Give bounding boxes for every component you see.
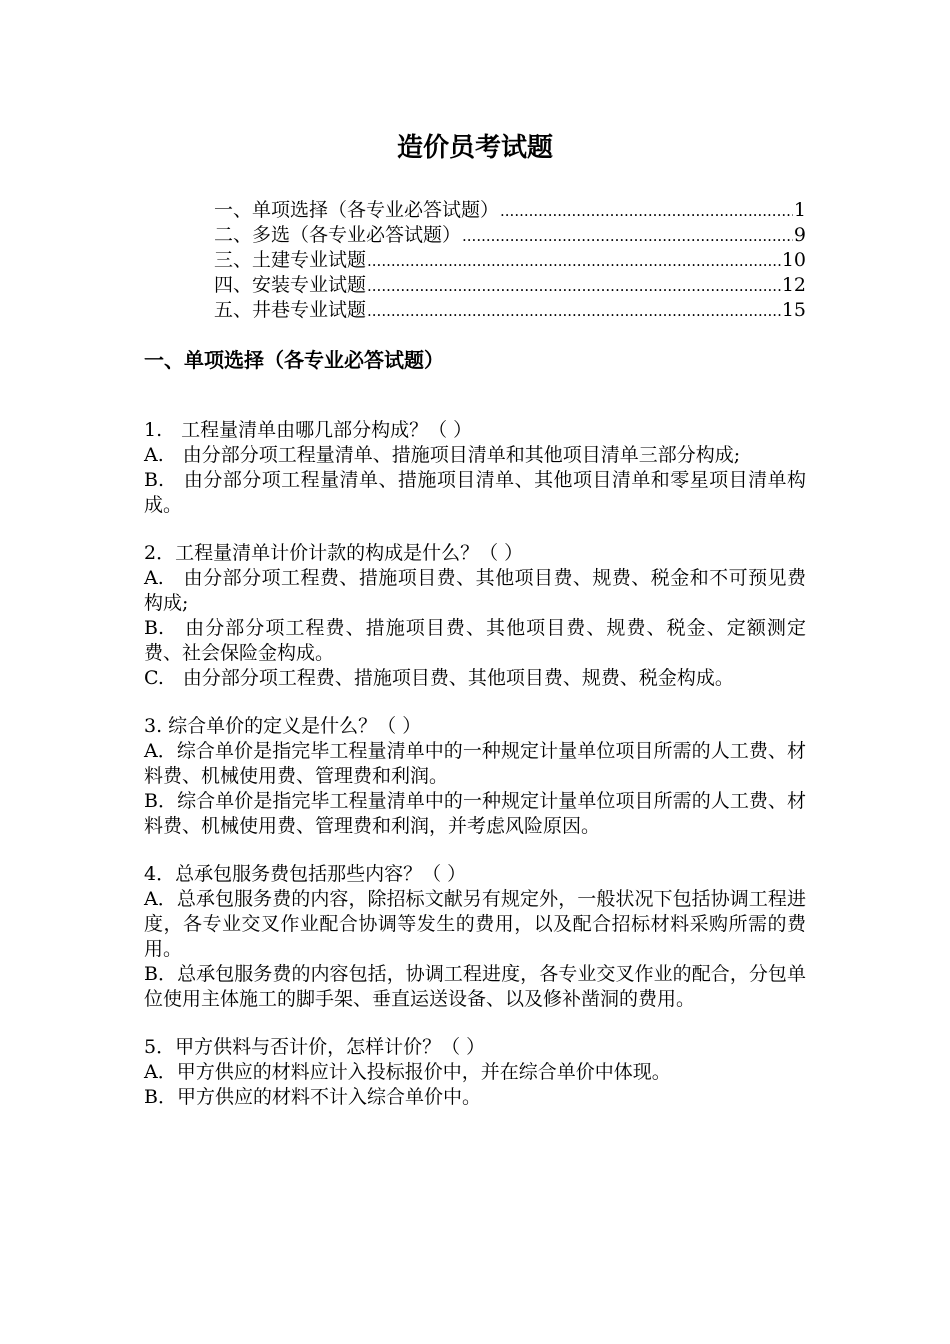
toc-entry[interactable] — [214, 248, 806, 273]
toc-entry[interactable] — [214, 298, 806, 323]
toc-entry-label: 四、安装专业试题 — [214, 274, 367, 296]
answer-option: A. 由分部分项工程费、措施项目费、其他项目费、规费、税金和不可预见费构成; — [144, 567, 806, 614]
toc-leader-dots — [367, 274, 781, 299]
answer-option: B．总承包服务费的内容包括，协调工程进度，各专业交叉作业的配合，分包单位使用主体施工的脚手架、垂直运送设备、以及修补凿洞的费用。 — [144, 963, 806, 1010]
answer-option: B. 由分部分项工程量清单、措施项目清单、其他项目清单和零星项目清单构成。 — [144, 469, 806, 516]
toc-entry-page: 12 — [781, 274, 806, 296]
toc-entry-label: 一、单项选择（各专业必答试题） — [214, 199, 500, 221]
toc-entry-page: 15 — [781, 299, 806, 321]
toc-entry[interactable] — [214, 273, 806, 298]
table-of-contents — [214, 198, 806, 323]
answer-option: A．总承包服务费的内容，除招标文献另有规定外，一般状况下包括协调工程进度，各专业交叉作业配合协调等发生的费用，以及配合招标材料采购所需的费用。 — [144, 888, 806, 960]
toc-entry[interactable] — [214, 223, 806, 248]
section-heading: 一、单项选择（各专业必答试题） — [144, 348, 444, 372]
question-item — [144, 714, 806, 839]
toc-entry-label: 二、多选（各专业必答试题） — [214, 224, 462, 246]
toc-leader-dots — [500, 199, 793, 224]
question-text: 1. 工程量清单由哪几部分构成？（ ） — [144, 419, 473, 441]
question-item — [144, 1035, 806, 1110]
toc-leader-dots — [462, 224, 793, 249]
question-item — [144, 541, 806, 691]
question-item — [144, 418, 806, 518]
document-body — [144, 342, 806, 1110]
question-text: 4．总承包服务费包括那些内容？（ ） — [144, 863, 467, 885]
answer-option: B. 由分部分项工程费、措施项目费、其他项目费、规费、税金、定额测定费、社会保险金构成。 — [144, 617, 806, 664]
question-item — [144, 862, 806, 1012]
toc-leader-dots — [367, 249, 781, 274]
answer-option: B．综合单价是指完毕工程量清单中的一种规定计量单位项目所需的人工费、材料费、机械使用费、管理费和利润，并考虑风险原因。 — [144, 790, 806, 837]
toc-entry-page: 10 — [781, 249, 806, 271]
question-text: 2．工程量清单计价计款的构成是什么？（ ） — [144, 542, 524, 564]
toc-entry-label: 五、井巷专业试题 — [214, 299, 367, 321]
answer-option: B．甲方供应的材料不计入综合单价中。 — [144, 1086, 481, 1108]
answer-option: C. 由分部分项工程费、措施项目费、其他项目费、规费、税金构成。 — [144, 667, 734, 689]
toc-entry-page: 1 — [793, 199, 806, 221]
toc-entry[interactable] — [214, 198, 806, 223]
toc-leader-dots — [367, 299, 781, 324]
toc-entry-label: 三、土建专业试题 — [214, 249, 367, 271]
document-title: 造价员考试题 — [396, 133, 553, 163]
question-text: 5．甲方供料与否计价，怎样计价？（ ） — [144, 1036, 486, 1058]
answer-option: A．综合单价是指完毕工程量清单中的一种规定计量单位项目所需的人工费、材料费、机械使用费、管理费和利润。 — [144, 740, 806, 787]
toc-entry-page: 9 — [793, 224, 806, 246]
answer-option: A. 由分部分项工程量清单、措施项目清单和其他项目清单三部分构成; — [144, 444, 741, 466]
question-text: 3. 综合单价的定义是什么？（ ） — [144, 715, 422, 737]
answer-option: A．甲方供应的材料应计入投标报价中，并在综合单价中体现。 — [144, 1061, 671, 1083]
